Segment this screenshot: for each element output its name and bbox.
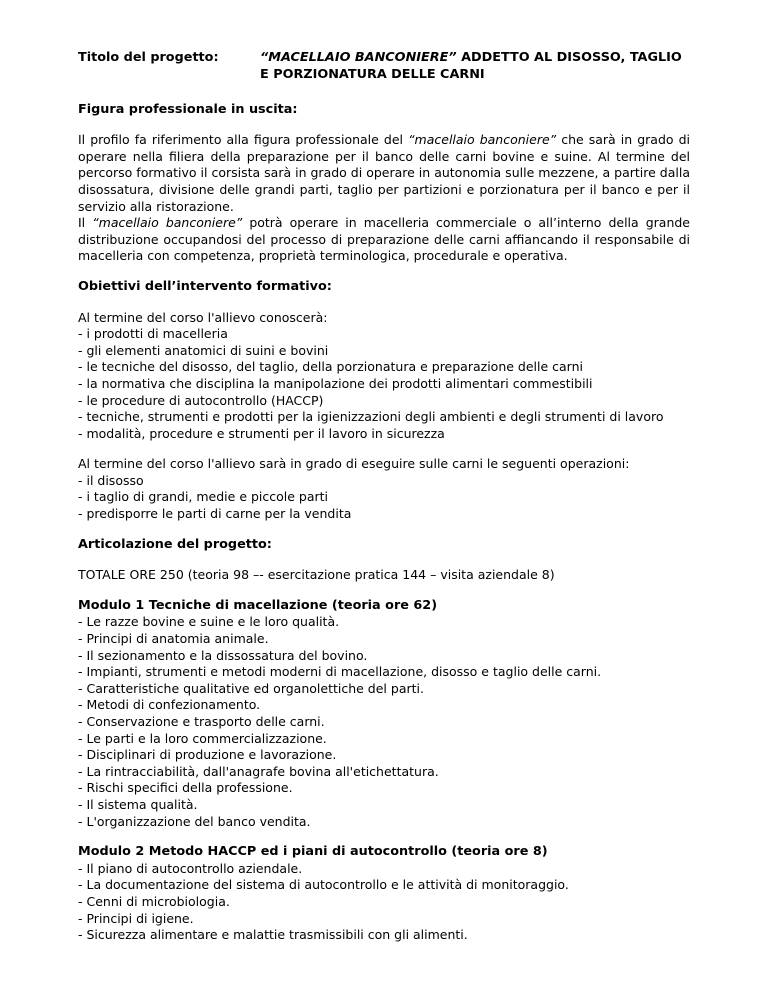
modulo-2-list	[78, 861, 690, 944]
list-item: - La documentazione del sistema di autocontrollo e le attività di monitoraggio.	[78, 877, 569, 893]
obiettivi-intro-1: Al termine del corso l'allievo conoscerà:	[78, 309, 328, 325]
list-item: - il disosso	[78, 472, 144, 488]
figura-p2-italic: “macellaio banconiere”	[92, 215, 243, 231]
list-item: - le procedure di autocontrollo (HACCP)	[78, 392, 324, 408]
figura-p1-text-a: Il profilo fa riferimento alla figura professionale del	[78, 132, 409, 148]
list-item: - Caratteristiche qualitative ed organolettiche del parti.	[78, 680, 424, 696]
figura-paragraph-2	[78, 215, 690, 265]
articolazione-heading: Articolazione del progetto:	[78, 536, 272, 552]
list-item: - le tecniche del disosso, del taglio, della porzionatura e preparazione delle carni	[78, 359, 583, 375]
list-item: - la normativa che disciplina la manipolazione dei prodotti alimentari commestibili	[78, 375, 593, 391]
project-title-value	[260, 50, 690, 84]
project-title-label: Titolo del progetto:	[78, 50, 219, 65]
list-item: - i prodotti di macelleria	[78, 326, 228, 342]
modulo-1-list	[78, 614, 690, 830]
list-item: - L'organizzazione del banco vendita.	[78, 813, 311, 829]
obiettivi-list-1	[78, 326, 690, 442]
list-item: - Disciplinari di produzione e lavorazione.	[78, 747, 337, 763]
list-item: - Principi di anatomia animale.	[78, 631, 269, 647]
project-title-rest: ADDETTO AL DISOSSO, TAGLIO E PORZIONATURA DELLE CARNI	[260, 50, 682, 82]
list-item: - tecniche, strumenti e prodotti per la igienizzazioni degli ambienti e degli strumenti di lavoro	[78, 409, 664, 425]
list-item: - Metodi di confezionamento.	[78, 697, 261, 713]
list-item: - Il sezionamento e la dissossatura del bovino.	[78, 647, 368, 663]
list-item: - Le parti e la loro commercializzazione.	[78, 730, 327, 746]
figura-p1-italic: “macellaio banconiere”	[408, 132, 557, 148]
list-item: - modalità, procedure e strumenti per il lavoro in sicurezza	[78, 425, 445, 441]
articolazione-totale: TOTALE ORE 250 (teoria 98 –- esercitazione pratica 144 – visita aziendale 8)	[78, 567, 555, 583]
project-title-row	[78, 50, 690, 84]
figura-p2-text-b: potrà operare in macelleria commerciale o all’interno della grande distribuzione occupandosi del processo di preparazione delle carni affiancando il responsabile di macelleria con competenza, proprietà terminologica, procedurale e operativa.	[78, 215, 691, 264]
figura-paragraph-1	[78, 132, 690, 215]
list-item: - Sicurezza alimentare e malattie trasmissibili con gli alimenti.	[78, 927, 468, 943]
obiettivi-heading: Obiettivi dell’intervento formativo:	[78, 278, 332, 294]
obiettivi-intro-2: Al termine del corso l'allievo sarà in grado di eseguire sulle carni le seguenti operazioni:	[78, 456, 630, 472]
list-item: - Il sistema qualità.	[78, 796, 198, 812]
list-item: - Il piano di autocontrollo aziendale.	[78, 860, 303, 876]
obiettivi-list-2	[78, 473, 690, 523]
modulo-2-heading: Modulo 2 Metodo HACCP ed i piani di autocontrollo (teoria ore 8)	[78, 844, 548, 860]
project-title-quoted: “MACELLAIO BANCONIERE”	[260, 50, 457, 65]
list-item: - Impianti, strumenti e metodi moderni di macellazione, disosso e taglio delle carni.	[78, 664, 602, 680]
list-item: - gli elementi anatomici di suini e bovini	[78, 342, 329, 358]
list-item: - La rintracciabilità, dall'anagrafe bovina all'etichettatura.	[78, 763, 439, 779]
figura-heading: Figura professionale in uscita:	[78, 101, 298, 117]
figura-p1-text-b: che sarà in grado di operare nella filiera della preparazione per il banco delle carni bovine e suine. Al termine del percorso formativo il corsista sarà in grado di operare in autonomia sulle mezzene, a partire dalla disossatura, divisione delle grandi parti, taglio per partizioni e porzionatura per il banco e per il servizio alla ristorazione.	[78, 132, 690, 214]
document-page	[78, 50, 690, 944]
modulo-1-heading: Modulo 1 Tecniche di macellazione (teoria ore 62)	[78, 597, 438, 613]
list-item: - Conservazione e trasporto delle carni.	[78, 714, 325, 729]
list-item: - i taglio di grandi, medie e piccole parti	[78, 489, 329, 505]
list-item: - Rischi specifici della professione.	[78, 780, 293, 796]
list-item: - predisporre le parti di carne per la vendita	[78, 506, 352, 522]
list-item: - Principi di igiene.	[78, 910, 194, 926]
list-item: - Le razze bovine e suine e le loro qualità.	[78, 614, 340, 630]
figura-p2-text-a: Il	[78, 215, 93, 231]
list-item: - Cenni di microbiologia.	[78, 893, 230, 909]
